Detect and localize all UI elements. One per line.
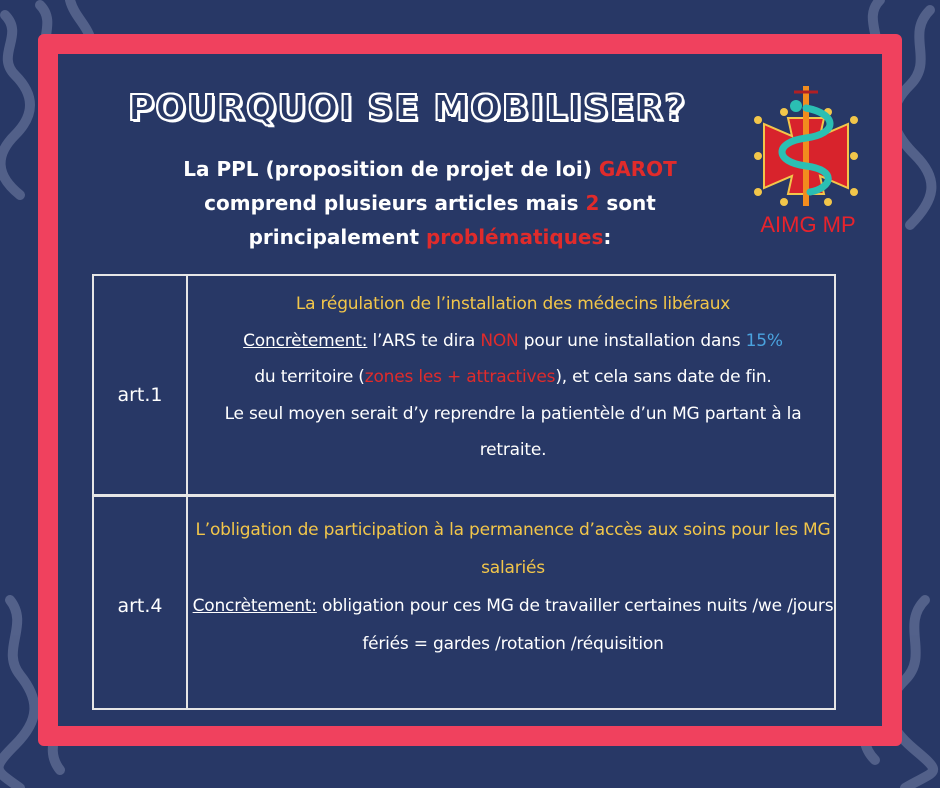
intro-text: La PPL (proposition de projet de loi) GAROT comprend plusieurs articles mais 2 sont principalement problématiques: bbox=[183, 157, 677, 249]
non-highlight: NON bbox=[480, 330, 519, 351]
percent-highlight: 15% bbox=[745, 330, 783, 351]
concretement-label: Concrètement: bbox=[243, 330, 368, 351]
zones-highlight: zones les + attractives bbox=[364, 367, 556, 387]
table-row bbox=[94, 276, 834, 494]
articles-table bbox=[92, 274, 836, 710]
article-heading: La régulation de l’installation des médecins libéraux bbox=[295, 294, 731, 314]
article-label: art.1 bbox=[117, 384, 163, 406]
article-text: Le seul moyen serait d’y reprendre la patientèle d’un MG partant à la retraite. bbox=[224, 403, 802, 460]
concretement-label: Concrètement: bbox=[192, 596, 317, 616]
garot-highlight: GAROT bbox=[598, 157, 677, 181]
problematiques-highlight: problématiques bbox=[425, 225, 604, 249]
article-content: La régulation de l’installation des médecins libéraux Concrètement: l’ARS te dira NON pour une installation dans 15% du territoire (zones les + attractives), et cela sans date de fin. Le seul moyen serait d’y reprendre la patientèle d’un MG partant à la retraite. bbox=[224, 294, 802, 460]
two-highlight: 2 bbox=[585, 191, 600, 215]
article-label: art.4 bbox=[117, 595, 163, 617]
article-heading: L’obligation de participation à la permanence d’accès aux soins pour les MG salariés bbox=[195, 520, 831, 578]
page-title: POURQUOI SE MOBILISER? bbox=[128, 88, 687, 129]
article-text: obligation pour ces MG de travailler certaines nuits /we /jours fériés = gardes /rotation /réquisition bbox=[316, 596, 834, 654]
article-content bbox=[190, 511, 836, 663]
logo-text: AIMG MP bbox=[760, 212, 856, 237]
table-row bbox=[94, 497, 834, 708]
